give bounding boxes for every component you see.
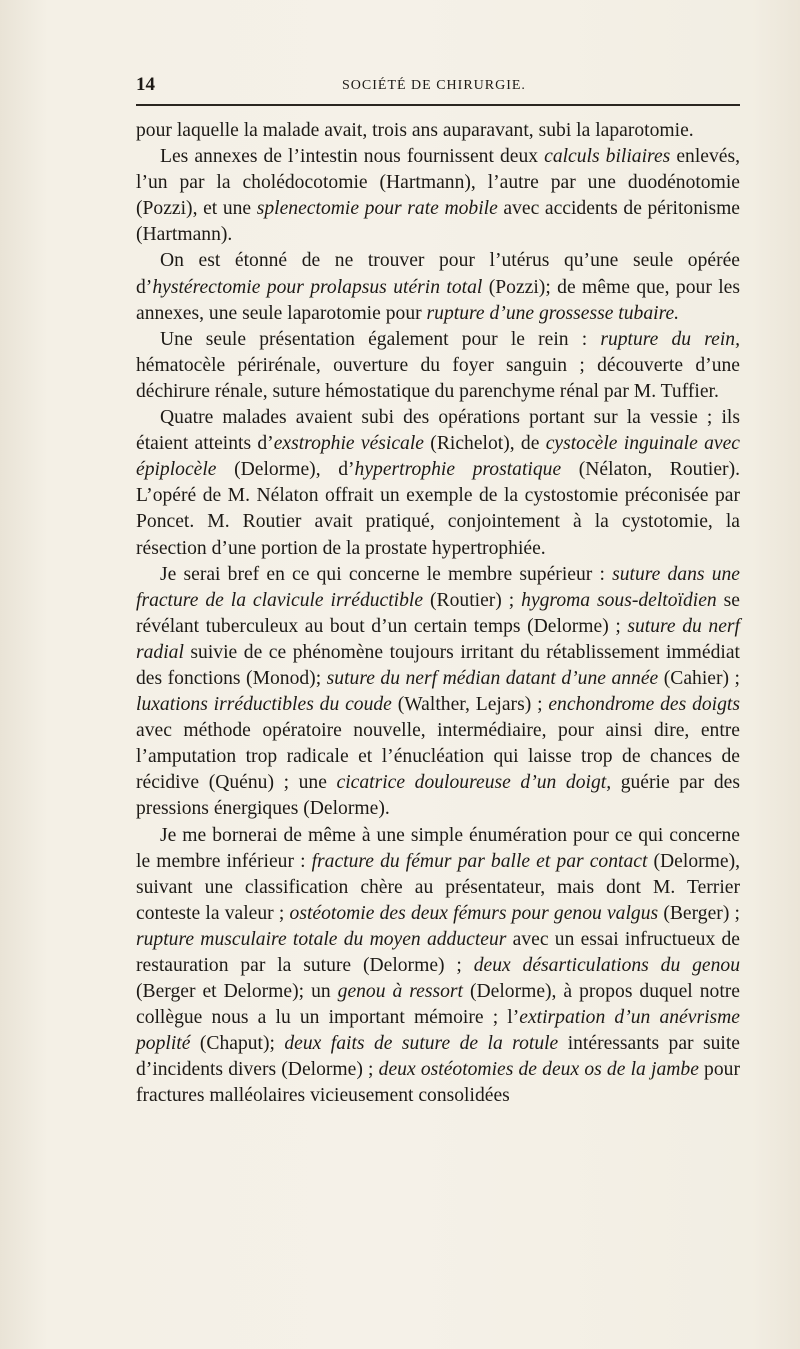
italic-term: cicatrice douloureuse d’un doigt,: [336, 772, 612, 794]
header-rule: [136, 104, 740, 106]
italic-term: fracture du fémur par balle et par contact: [311, 850, 648, 872]
text-run: guérie par des pressions énergiques (Delorme).: [136, 772, 741, 820]
italic-term: rupture du rein,: [600, 328, 740, 350]
italic-term: hypertrophie prostatique: [354, 459, 562, 481]
text-run: avec un essai infructueux de restauration par la suture (Delorme) ;: [136, 928, 740, 976]
text-run: Je serai bref en ce qui concerne le membre supérieur :: [160, 563, 613, 585]
italic-term: ostéotomie des deux fémurs pour genou valgus: [289, 902, 659, 924]
italic-term: deux désarticulations du genou: [473, 955, 740, 976]
text-run: (Chaput);: [190, 1033, 285, 1055]
italic-term: exstrophie vésicale: [273, 433, 424, 455]
text-run: (Berger et Delorme); un: [136, 981, 338, 1003]
text-run: (Delorme), à propos duquel notre collègue nous a lu un important mémoire ; l’: [136, 981, 740, 1029]
italic-term: suture du nerf radial: [136, 615, 740, 663]
text-run: (Richelot), de: [424, 433, 546, 455]
paragraph: [136, 823, 740, 1110]
text-run: avec méthode opératoire nouvelle, intermédiaire, pour ainsi dire, entre l’amputation trop radicale et l’énucléation qui laisse trop de chances de récidive (Quénu) ; une: [136, 720, 740, 794]
text-run: (Delorme), suivant une classification chère au présentateur, mais dont M. Terrier conteste la valeur ;: [136, 850, 740, 924]
body-text: [136, 118, 740, 1110]
text-run: Une seule présentation également pour le rein :: [160, 328, 601, 350]
paragraph: [136, 327, 740, 405]
text-run: (Nélaton, Routier). L’opéré de M. Nélaton offrait un exemple de la cystostomie préconisée par Poncet. M. Routier avait pratiqué, conjointement à la cystotomie, la résection d’une portion de la prostate hypertrophiée.: [136, 459, 740, 559]
text-run: suivie de ce phénomène toujours irritant du rétablissement immédiat des fonctions (Monod);: [136, 641, 740, 689]
text-run: Je me bornerai de même à une simple énumération pour ce qui concerne le membre inférieur :: [136, 824, 740, 872]
italic-term: calculs biliaires: [544, 146, 671, 168]
italic-term: suture dans une fracture de la clavicule irréductible: [136, 563, 740, 611]
text-run: (Delorme), d’: [216, 459, 355, 481]
text-run: On est étonné de ne trouver pour l’utérus qu’une seule opérée d’: [136, 250, 740, 298]
text-run: (Walther, Lejars) ;: [391, 694, 549, 716]
text-run: (Cahier) ;: [658, 667, 740, 689]
italic-term: splenectomie pour rate mobile: [256, 198, 498, 220]
italic-term: luxations irréductibles du coude: [136, 694, 392, 716]
text-run: Quatre malades avaient subi des opérations portant sur la vessie ; ils étaient atteints d’: [136, 407, 740, 455]
text-run: (Berger) ;: [658, 902, 740, 924]
text-run: Les annexes de l’intestin nous fournissent deux: [160, 146, 545, 168]
text-run: pour fractures malléolaires vicieusement consolidées: [136, 1059, 740, 1107]
italic-term: genou à ressort: [337, 981, 463, 1003]
text-run: (Routier) ;: [423, 589, 522, 611]
text-run: avec accidents de péritonisme (Hartmann).: [136, 198, 741, 246]
italic-term: deux faits de suture de la rotule: [284, 1033, 559, 1055]
italic-term: cystocèle inguinale avec épiplocèle: [136, 433, 740, 481]
page-header: [136, 74, 740, 102]
paragraph: [136, 405, 740, 562]
text-run: se révélant tuberculeux au bout d’un certain temps (Delorme) ;: [136, 589, 740, 637]
italic-term: hystérectomie pour prolapsus utérin total: [152, 276, 483, 298]
paragraph: [136, 118, 740, 144]
paragraph: [136, 248, 740, 326]
text-run: hématocèle périrénale, ouverture du foyer sanguin ; découverte d’une déchirure rénale, suture hémostatique du parenchyme rénal par M. Tuffier.: [136, 354, 740, 402]
text-run: enlevés, l’un par la cholédocotomie (Hartmann), l’autre par une duodénotomie (Pozzi), et une: [136, 146, 740, 220]
text-run: intéressants par suite d’incidents divers (Delorme) ;: [136, 1033, 740, 1081]
italic-term: rupture d’une grossesse tubaire.: [426, 302, 680, 324]
italic-term: extirpation d’un anévrisme poplité: [136, 1007, 740, 1055]
italic-term: deux ostéotomies de deux os de la jambe: [378, 1059, 699, 1081]
italic-term: rupture musculaire totale du moyen adducteur: [136, 928, 507, 950]
running-head: SOCIÉTÉ DE CHIRURGIE.: [342, 78, 526, 93]
text-run: (Pozzi); de même que, pour les annexes, une seule laparotomie pour: [136, 276, 741, 324]
italic-term: hygroma sous-deltoïdien: [521, 589, 717, 611]
text-run: pour laquelle la malade avait, trois ans auparavant, subi la laparotomie.: [136, 120, 694, 141]
paragraph: [136, 562, 740, 823]
page-number: 14: [136, 74, 155, 95]
italic-term: suture du nerf médian datant d’une année: [326, 667, 659, 689]
paragraph: [136, 144, 740, 248]
italic-term: enchondrome des doigts: [548, 694, 740, 716]
